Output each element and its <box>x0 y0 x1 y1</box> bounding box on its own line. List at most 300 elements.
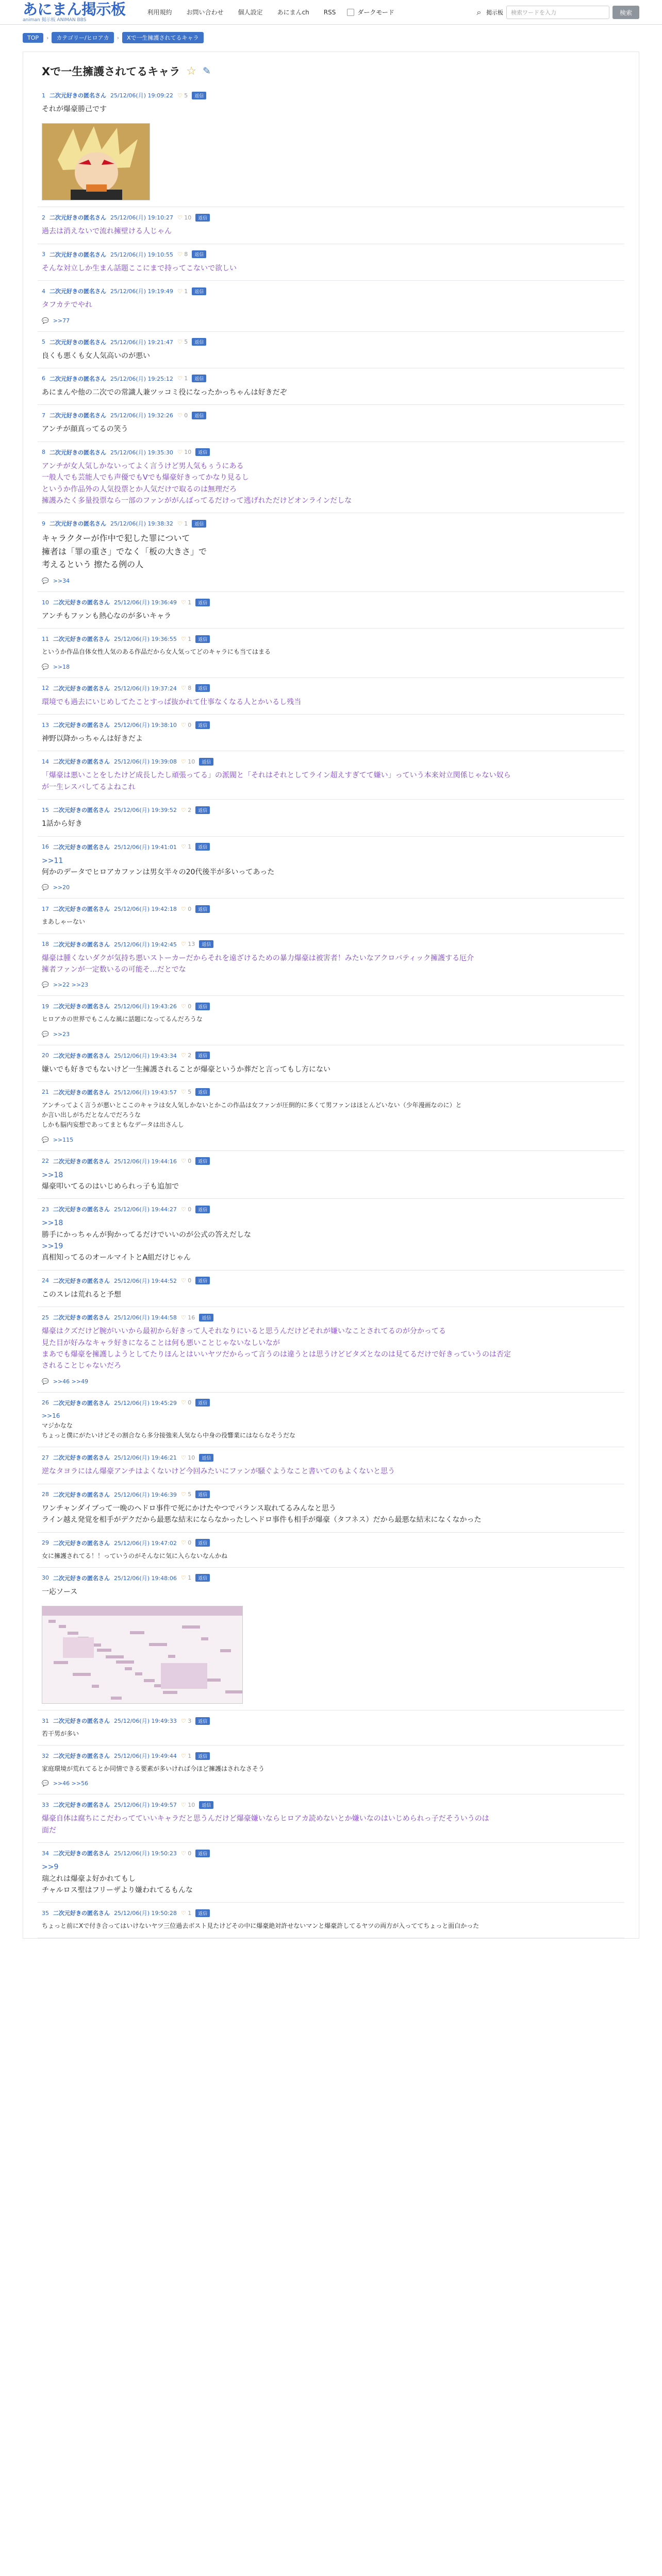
post-date: 25/12/06(月) 19:43:57 <box>114 1089 177 1096</box>
good-count: 1 <box>188 1909 192 1917</box>
nav-animanch[interactable]: あにまんch <box>277 8 309 16</box>
post-number[interactable]: 9 <box>42 520 45 527</box>
nav-rss[interactable]: RSS <box>323 8 336 16</box>
breadcrumb-top[interactable]: TOP <box>23 33 43 43</box>
search-icon[interactable]: ⌕ <box>476 7 482 17</box>
reply-button[interactable]: 返信 <box>192 287 206 295</box>
reply-button[interactable]: 返信 <box>199 1801 213 1809</box>
post-date: 25/12/06(月) 19:09:22 <box>110 92 173 99</box>
post-date: 25/12/06(月) 19:44:58 <box>114 1314 177 1321</box>
good-count: 0 <box>188 1277 192 1284</box>
post-line: ちょっと前にXで付き合ってはいけないヤツ三位過去ボスト見たけどその中に爆豪絶対許せないマンと爆豪許してるヤツの両方が入っててちょっと面白かった <box>42 1922 479 1930</box>
reply-button[interactable]: 返信 <box>195 599 210 606</box>
post-list <box>38 85 624 1938</box>
reply-links[interactable]: >>23 <box>53 1030 70 1038</box>
post <box>38 1794 624 1843</box>
post-body <box>38 1547 624 1567</box>
post-number[interactable]: 13 <box>42 721 49 728</box>
reply-button[interactable]: 返信 <box>195 1277 210 1284</box>
reply-links[interactable]: >>18 <box>53 663 70 670</box>
good-button[interactable] <box>181 758 195 765</box>
post-header <box>38 207 624 222</box>
post <box>38 244 624 281</box>
post-header <box>38 1533 624 1547</box>
post-number[interactable]: 21 <box>42 1089 49 1096</box>
post-line: 1話から好き <box>42 820 82 828</box>
reply-button[interactable]: 返信 <box>199 1454 213 1462</box>
post-body <box>38 948 624 982</box>
reply-button[interactable]: 返信 <box>199 940 213 948</box>
post <box>38 1710 624 1745</box>
post-number[interactable]: 18 <box>42 941 49 948</box>
post-line: それが爆豪勝己です <box>42 105 107 113</box>
post-header <box>38 1307 624 1321</box>
good-button[interactable] <box>181 1802 195 1808</box>
post <box>38 592 624 629</box>
post-line: チャルロス聖はフリーザより嫌われてるもんな <box>42 1886 193 1895</box>
good-button[interactable] <box>181 807 191 814</box>
good-button[interactable] <box>181 1850 191 1857</box>
reply-anchor[interactable]: >>9 <box>42 1863 59 1872</box>
site-logo[interactable] <box>23 2 126 23</box>
speech-bubble-icon: 💬 <box>42 578 49 585</box>
good-count: 8 <box>188 685 192 692</box>
post-line: 女に擁護されてる！！っていうのがそんなに気に入らないなんかね <box>42 1552 228 1560</box>
poster-name: 二次元好きの匿名さん <box>53 1277 110 1284</box>
thumbs-up-icon: ♡ <box>180 1206 188 1213</box>
post-number[interactable]: 8 <box>42 449 45 456</box>
post-number[interactable]: 11 <box>42 635 49 642</box>
post-body <box>38 346 624 368</box>
post-line: 見た目が好みなキャラ好きになることは何も悪いことじゃないなしいなが <box>42 1338 280 1347</box>
breadcrumb-thread[interactable]: Xで一生擁護されてるキャラ <box>122 32 204 43</box>
thumbs-up-icon: ♡ <box>180 1909 188 1917</box>
post-line: 逆なタヨラにはん爆豪アンチはよくないけど今回みたいにファンが騒ぐようなこと書いてのもよくないと思う <box>42 1467 395 1476</box>
post-body <box>38 1060 624 1081</box>
post-line: ヒロアカの世界でもこんな風に話題になってるんだろうな <box>42 1015 203 1023</box>
good-count: 13 <box>188 941 195 948</box>
post-number[interactable]: 32 <box>42 1752 49 1759</box>
thumbs-up-icon: ♡ <box>180 843 188 851</box>
poster-name: 二次元好きの匿名さん <box>53 1314 110 1321</box>
thumbs-up-icon: ♡ <box>177 520 185 527</box>
reply-anchor[interactable]: >>19 <box>42 1242 63 1251</box>
reply-button[interactable]: 返信 <box>195 1574 210 1582</box>
post-image[interactable] <box>42 1606 243 1704</box>
speech-bubble-icon: 💬 <box>42 1378 49 1385</box>
post-number[interactable]: 27 <box>42 1454 49 1461</box>
post-header <box>38 1745 624 1760</box>
reply-links[interactable]: >>77 <box>53 317 70 324</box>
breadcrumb-category[interactable]: カテゴリー/ヒロアカ <box>52 32 113 43</box>
poster-name: 二次元好きの匿名さん <box>53 599 110 606</box>
reply-links[interactable]: >>46 >>56 <box>53 1780 89 1787</box>
reply-anchor[interactable]: >>18 <box>42 1171 63 1179</box>
post-number[interactable]: 20 <box>42 1052 49 1059</box>
thumbs-up-icon: ♡ <box>180 1752 188 1759</box>
good-button[interactable] <box>181 722 191 728</box>
post-number[interactable]: 26 <box>42 1399 49 1406</box>
good-count: 1 <box>188 1574 192 1582</box>
poster-name: 二次元好きの匿名さん <box>53 843 110 851</box>
post <box>38 1843 624 1903</box>
reply-button[interactable]: 返信 <box>195 1157 210 1165</box>
post-number[interactable]: 30 <box>42 1574 49 1582</box>
good-button[interactable] <box>181 1454 195 1461</box>
good-button[interactable] <box>177 251 188 258</box>
post-number[interactable]: 14 <box>42 758 49 765</box>
thumbs-up-icon: ♡ <box>180 599 188 606</box>
post-date: 25/12/06(月) 19:48:06 <box>114 1574 177 1582</box>
good-button[interactable] <box>181 941 195 947</box>
good-button[interactable] <box>181 685 191 691</box>
good-button[interactable] <box>181 1399 191 1406</box>
nav-settings[interactable]: 個人設定 <box>238 8 263 16</box>
thumbs-up-icon: ♡ <box>177 338 185 346</box>
good-button[interactable] <box>177 412 188 419</box>
reply-links[interactable]: >>20 <box>53 884 70 891</box>
post-line: か言い出しがちだとなんでだろうな <box>42 1111 141 1119</box>
post-header <box>38 934 624 948</box>
reply-anchor[interactable]: >>18 <box>42 1219 63 1228</box>
post-number[interactable]: 6 <box>42 375 45 382</box>
post-date: 25/12/06(月) 19:36:55 <box>114 636 177 643</box>
reply-button[interactable]: 返信 <box>192 250 206 258</box>
reply-button[interactable]: 返信 <box>192 375 206 382</box>
post-header <box>38 1794 624 1809</box>
post-number[interactable]: 33 <box>42 1801 49 1808</box>
good-button[interactable] <box>181 1089 191 1095</box>
post-image[interactable] <box>42 123 150 200</box>
post-header <box>38 1151 624 1165</box>
good-button[interactable] <box>177 375 188 382</box>
reply-button[interactable]: 返信 <box>195 905 210 913</box>
thumbs-up-icon: ♡ <box>180 806 188 814</box>
post-header <box>38 368 624 383</box>
post-number[interactable]: 25 <box>42 1314 49 1321</box>
good-count: 0 <box>188 1158 192 1164</box>
post-line: 面だ <box>42 1826 56 1835</box>
post-body <box>38 1917 624 1937</box>
post-number[interactable]: 2 <box>42 214 45 221</box>
good-button[interactable] <box>181 1003 191 1010</box>
reply-button[interactable]: 返信 <box>192 338 206 346</box>
poster-name: 二次元好きの匿名さん <box>53 1089 110 1096</box>
post-number[interactable]: 23 <box>42 1206 49 1213</box>
dark-mode-toggle[interactable] <box>347 8 394 16</box>
search-scope-label: 掲示板 <box>486 9 503 16</box>
post-body <box>38 643 624 663</box>
good-button[interactable] <box>181 1277 191 1284</box>
post <box>38 934 624 996</box>
reply-button[interactable]: 返信 <box>195 1752 210 1760</box>
good-button[interactable] <box>181 1491 191 1498</box>
post-number[interactable]: 19 <box>42 1003 49 1010</box>
post <box>38 899 624 934</box>
poster-name: 二次元好きの匿名さん <box>53 1753 110 1760</box>
poster-name: 二次元好きの匿名さん <box>53 1003 110 1010</box>
reply-button[interactable]: 返信 <box>195 1399 210 1406</box>
thread-container <box>23 52 639 1939</box>
post-number[interactable]: 31 <box>42 1717 49 1724</box>
thumbs-up-icon: ♡ <box>180 941 188 948</box>
post-date: 25/12/06(月) 19:49:33 <box>114 1718 177 1725</box>
thumbs-up-icon: ♡ <box>177 375 185 382</box>
reply-button[interactable]: 返信 <box>195 1717 210 1725</box>
good-button[interactable] <box>181 906 191 912</box>
search-input[interactable] <box>506 6 609 19</box>
thumbs-up-icon: ♡ <box>180 1539 188 1547</box>
speech-bubble-icon: 💬 <box>42 1030 49 1038</box>
post <box>38 281 624 331</box>
poster-name: 二次元好きの匿名さん <box>53 1574 110 1582</box>
thumbs-up-icon: ♡ <box>180 1801 188 1808</box>
post-body <box>38 1096 624 1137</box>
thumbs-up-icon: ♡ <box>180 635 188 642</box>
reply-button[interactable]: 返信 <box>195 1490 210 1498</box>
post-date: 25/12/06(月) 19:46:39 <box>114 1491 177 1498</box>
poster-name: 二次元好きの匿名さん <box>49 375 106 382</box>
poster-name: 二次元好きの匿名さん <box>53 1206 110 1213</box>
good-count: 1 <box>184 520 188 527</box>
dark-mode-checkbox[interactable] <box>347 9 354 16</box>
post-line: 一般人でも芸能人でも声優でもVでも爆豪好きってかなり見るし <box>42 473 249 482</box>
post-date: 25/12/06(月) 19:50:28 <box>114 1910 177 1917</box>
post-line: 擁者ファンが一定数いるの可能そ…だとでな <box>42 965 186 974</box>
post-line: 嫌いでも好きでもないけど一生擁護されることが爆豪というか葬だと言ってもし方にない <box>42 1065 330 1074</box>
reply-button[interactable]: 返信 <box>192 92 206 99</box>
search-bar <box>472 5 639 20</box>
post-number[interactable]: 34 <box>42 1850 49 1857</box>
pencil-icon[interactable]: ✎ <box>202 65 211 77</box>
reply-links[interactable]: >>46 >>49 <box>53 1378 89 1385</box>
reply-button[interactable]: 返信 <box>199 758 213 766</box>
poster-name: 二次元好きの匿名さん <box>53 1910 110 1917</box>
reply-button[interactable]: 返信 <box>195 721 210 729</box>
poster-name: 二次元好きの匿名さん <box>53 1850 110 1857</box>
post-date: 25/12/06(月) 19:19:49 <box>110 288 173 295</box>
good-count: 16 <box>188 1314 195 1321</box>
post <box>38 85 624 207</box>
post-date: 25/12/06(月) 19:43:26 <box>114 1003 177 1010</box>
good-button[interactable] <box>181 843 191 850</box>
post-number[interactable]: 5 <box>42 338 45 346</box>
post <box>38 629 624 677</box>
reply-button[interactable]: 返信 <box>195 1003 210 1010</box>
good-button[interactable] <box>181 1539 191 1546</box>
post-date: 25/12/06(月) 19:44:16 <box>114 1158 177 1165</box>
post-line: 神野以降かっちゃんは好きだよ <box>42 735 143 743</box>
post-number[interactable]: 12 <box>42 685 49 692</box>
reply-button[interactable]: 返信 <box>195 1088 210 1096</box>
poster-name: 二次元好きの匿名さん <box>49 251 106 258</box>
post-header <box>38 1393 624 1407</box>
reply-button[interactable]: 返信 <box>192 412 206 419</box>
reply-button[interactable]: 返信 <box>195 806 210 814</box>
thumbs-up-icon: ♡ <box>180 1052 188 1059</box>
reply-links[interactable]: >>22 >>23 <box>53 981 89 989</box>
post-body <box>38 259 624 280</box>
search-button[interactable]: 検索 <box>613 6 639 19</box>
post-number[interactable]: 29 <box>42 1539 49 1547</box>
thumbs-up-icon: ♡ <box>177 412 185 419</box>
thumbs-up-icon: ♡ <box>180 1089 188 1096</box>
thumbs-up-icon: ♡ <box>180 905 188 912</box>
post-header <box>38 244 624 259</box>
post-number[interactable]: 15 <box>42 806 49 814</box>
replies-row <box>38 664 624 677</box>
post-body <box>38 295 624 317</box>
post-header <box>38 332 624 346</box>
thread-title-row <box>38 63 624 79</box>
post <box>38 332 624 368</box>
reply-button[interactable]: 返信 <box>195 843 210 851</box>
reply-links[interactable]: >>115 <box>53 1136 74 1143</box>
nav-contact[interactable]: お問い合わせ <box>186 8 224 16</box>
post-date: 25/12/06(月) 19:43:34 <box>114 1052 177 1059</box>
post-line: 爆豪は腫くないダクが気持ち悪いストーカーだからそれを遠ざけるための暴力爆豪は被害者！みたいなアクロバティック擁護する厄介 <box>42 954 474 962</box>
post-date: 25/12/06(月) 19:49:57 <box>114 1802 177 1809</box>
post-number[interactable]: 35 <box>42 1909 49 1917</box>
good-button[interactable] <box>177 214 191 221</box>
good-button[interactable] <box>181 636 191 642</box>
post-header <box>38 85 624 99</box>
poster-name: 二次元好きの匿名さん <box>53 1802 110 1809</box>
good-button[interactable] <box>181 1574 191 1581</box>
post <box>38 513 624 592</box>
post-number[interactable]: 22 <box>42 1158 49 1164</box>
good-count: 5 <box>184 92 188 99</box>
good-button[interactable] <box>177 288 188 295</box>
good-button[interactable] <box>181 1753 191 1759</box>
thumbs-up-icon: ♡ <box>180 1491 188 1498</box>
good-count: 10 <box>188 1454 195 1461</box>
post-date: 25/12/06(月) 19:21:47 <box>110 338 173 346</box>
post-header <box>38 899 624 913</box>
good-button[interactable] <box>177 520 188 527</box>
post <box>38 1082 624 1151</box>
star-icon[interactable]: ☆ <box>186 64 196 78</box>
good-button[interactable] <box>181 1718 191 1724</box>
reply-links[interactable]: >>34 <box>53 578 70 585</box>
reply-button[interactable]: 返信 <box>199 1314 213 1321</box>
good-button[interactable] <box>181 1206 191 1213</box>
reply-button[interactable]: 返信 <box>195 1052 210 1059</box>
post-line: 「爆豪は悪いことをしたけど成長したし頑張ってる」の派閥と「それはそれとしてライン超えすぎてて嫌い」っていう本来対立関係じゃない奴ら <box>42 771 511 780</box>
good-button[interactable] <box>181 1052 191 1059</box>
reply-button[interactable]: 返信 <box>195 448 210 456</box>
good-button[interactable] <box>181 1158 191 1164</box>
thumbs-up-icon: ♡ <box>180 721 188 728</box>
post <box>38 207 624 244</box>
good-count: 1 <box>188 635 192 642</box>
post-line: 擁者は「罪の重さ」でなく「板の大きさ」で <box>42 546 207 556</box>
post-date: 25/12/06(月) 19:42:45 <box>114 941 177 948</box>
post-header <box>38 678 624 692</box>
post-line: が一生レスバしてるよねこれ <box>42 783 136 791</box>
good-button[interactable] <box>177 338 188 345</box>
post-line: アンチが女人気しかないってよく言うけど男人気もぅうにある <box>42 462 244 470</box>
poster-name: 二次元好きの匿名さん <box>53 1158 110 1165</box>
main-nav <box>140 0 343 25</box>
good-count: 10 <box>188 758 195 765</box>
reply-button[interactable]: 返信 <box>195 214 210 222</box>
post-header <box>38 1484 624 1499</box>
reply-button[interactable]: 返信 <box>195 1539 210 1547</box>
poster-name: 二次元好きの匿名さん <box>49 214 106 222</box>
reply-button[interactable]: 返信 <box>195 1850 210 1857</box>
post-line: されることじゃないだろ <box>42 1362 121 1370</box>
post <box>38 1533 624 1568</box>
post <box>38 1045 624 1082</box>
thumbs-up-icon: ♡ <box>177 214 185 221</box>
post-header <box>38 1903 624 1917</box>
good-count: 10 <box>184 214 192 221</box>
nav-terms[interactable]: 利用規約 <box>147 8 172 16</box>
post-line: というか作品外の人気投票とか人気だけで取るのは無理だろ <box>42 485 237 494</box>
post-body <box>38 1321 624 1378</box>
good-button[interactable] <box>181 1910 191 1917</box>
reply-button[interactable]: 返信 <box>195 635 210 643</box>
post-body <box>38 814 624 836</box>
good-button[interactable] <box>177 92 188 99</box>
good-button[interactable] <box>177 449 191 455</box>
post-line: ワンチャンダイブって一晩のヘドロ事件で死にかけたやつでバランス取れてるみんなと思う <box>42 1504 337 1513</box>
poster-name: 二次元好きの匿名さん <box>53 1399 110 1406</box>
post-number[interactable]: 10 <box>42 599 49 606</box>
post-number[interactable]: 7 <box>42 412 45 419</box>
post-number[interactable]: 17 <box>42 905 49 912</box>
good-count: 0 <box>184 412 188 419</box>
good-count: 1 <box>184 287 188 295</box>
thumbs-up-icon: ♡ <box>177 251 185 258</box>
post-number[interactable]: 24 <box>42 1277 49 1284</box>
post <box>38 837 624 899</box>
post-number[interactable]: 1 <box>42 92 45 99</box>
post-date: 25/12/06(月) 19:41:01 <box>114 843 177 851</box>
post-line: 考えるという 擦たる例の人 <box>42 560 144 570</box>
post <box>38 1484 624 1533</box>
good-count: 3 <box>188 1717 192 1724</box>
post-number[interactable]: 16 <box>42 843 49 851</box>
post-number[interactable]: 3 <box>42 251 45 258</box>
post-body <box>38 1857 624 1902</box>
post-number[interactable]: 28 <box>42 1491 49 1498</box>
reply-anchor[interactable]: >>11 <box>42 856 63 865</box>
post <box>38 715 624 751</box>
reply-button[interactable]: 返信 <box>195 1206 210 1213</box>
reply-anchor[interactable]: >>16 <box>42 1412 60 1419</box>
post-number[interactable]: 4 <box>42 287 45 295</box>
poster-name: 二次元好きの匿名さん <box>49 520 106 528</box>
replies-row <box>38 1137 624 1150</box>
post-header <box>38 405 624 419</box>
speech-bubble-icon: 💬 <box>42 1136 49 1143</box>
post-date: 25/12/06(月) 19:49:44 <box>114 1753 177 1760</box>
reply-button[interactable]: 返信 <box>195 684 210 692</box>
post <box>38 996 624 1045</box>
good-button[interactable] <box>181 599 191 606</box>
reply-button[interactable]: 返信 <box>195 1909 210 1917</box>
speech-bubble-icon: 💬 <box>42 981 49 989</box>
good-button[interactable] <box>181 1314 195 1321</box>
post-line: しかも脳内妄想であってまともなデータは出さんし <box>42 1121 184 1129</box>
post-body <box>38 1285 624 1307</box>
post-body <box>38 851 624 885</box>
reply-button[interactable]: 返信 <box>192 520 206 528</box>
breadcrumb-separator: › <box>46 34 49 41</box>
poster-name: 二次元好きの匿名さん <box>53 685 110 692</box>
